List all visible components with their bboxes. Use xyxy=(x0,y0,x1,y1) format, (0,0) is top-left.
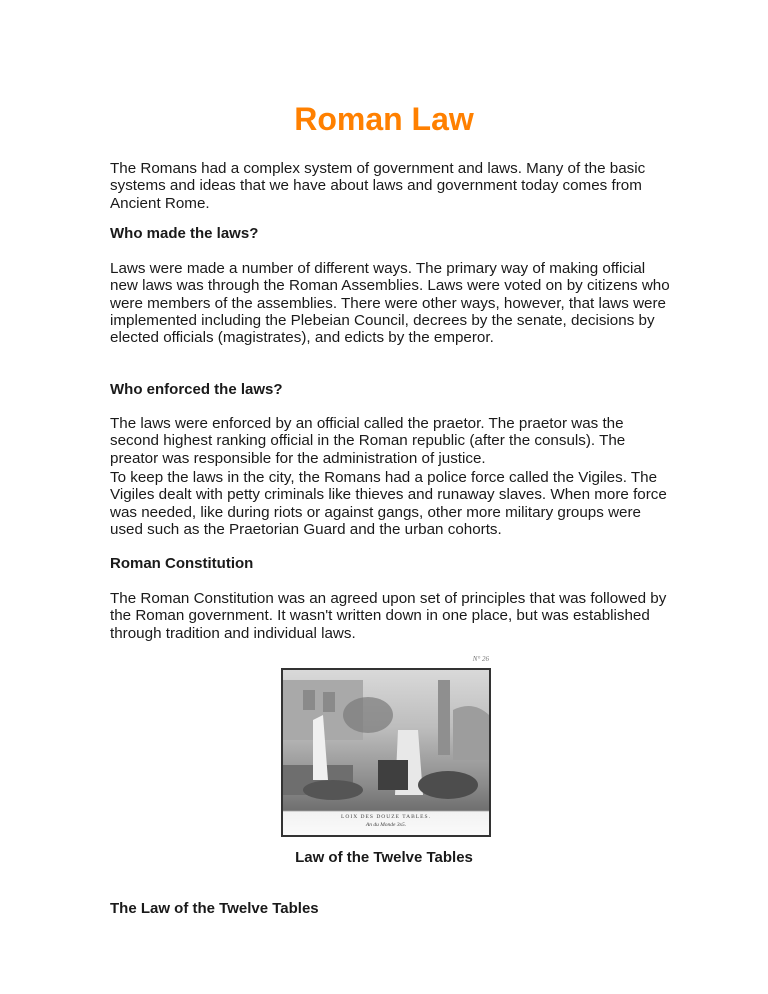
section-paragraph: The Roman Constitution was an agreed upon set of principles that was followed by the Roman government. It wasn't written down in one place, but was established through tradition and individual laws. xyxy=(110,590,667,642)
section-paragraph: To keep the laws in the city, the Romans had a police force called the Vigiles. The Vigiles dealt with petty criminals like thieves and runaway slaves. When more force was needed, like during riots or against gangs, other more military groups were used such as the Praetorian Guard and the urban cohorts. xyxy=(110,469,667,538)
twelve-tables-figure xyxy=(275,655,499,840)
page-title: Roman Law xyxy=(294,101,474,137)
section-heading-twelve-tables: The Law of the Twelve Tables xyxy=(110,900,319,917)
plate-number: N° 26 xyxy=(472,655,489,663)
section-heading-constitution: Roman Constitution xyxy=(110,555,254,572)
section-heading-who-made: Who made the laws? xyxy=(110,225,259,242)
section-paragraph: The laws were enforced by an official called the praetor. The praetor was the second highest ranking official in the Roman republic (after the consuls). The preator was responsible for the administration of justice. xyxy=(110,415,626,467)
section-heading-who-enforced: Who enforced the laws? xyxy=(110,381,283,398)
engraving-caption: LOIX DES DOUZE TABLES. xyxy=(341,814,431,820)
figure-caption: Law of the Twelve Tables xyxy=(295,849,473,866)
intro-paragraph: The Romans had a complex system of government and laws. Many of the basic systems and ideas that we have about laws and government today comes from Ancient Rome. xyxy=(110,160,646,212)
section-paragraph: Laws were made a number of different ways. The primary way of making official new laws was through the Roman Assemblies. Laws were voted on by citizens who were members of the assemblies. There were other ways, however, that laws were implemented including the Plebeian Council, decrees by the senate, decisions by elected officials (magistrates), and edicts by the emperor. xyxy=(110,260,670,347)
engraving-subcaption: An du Monde 3x5. xyxy=(365,822,407,828)
engraving-image xyxy=(281,668,491,837)
engraving-illustration-icon xyxy=(283,670,489,835)
